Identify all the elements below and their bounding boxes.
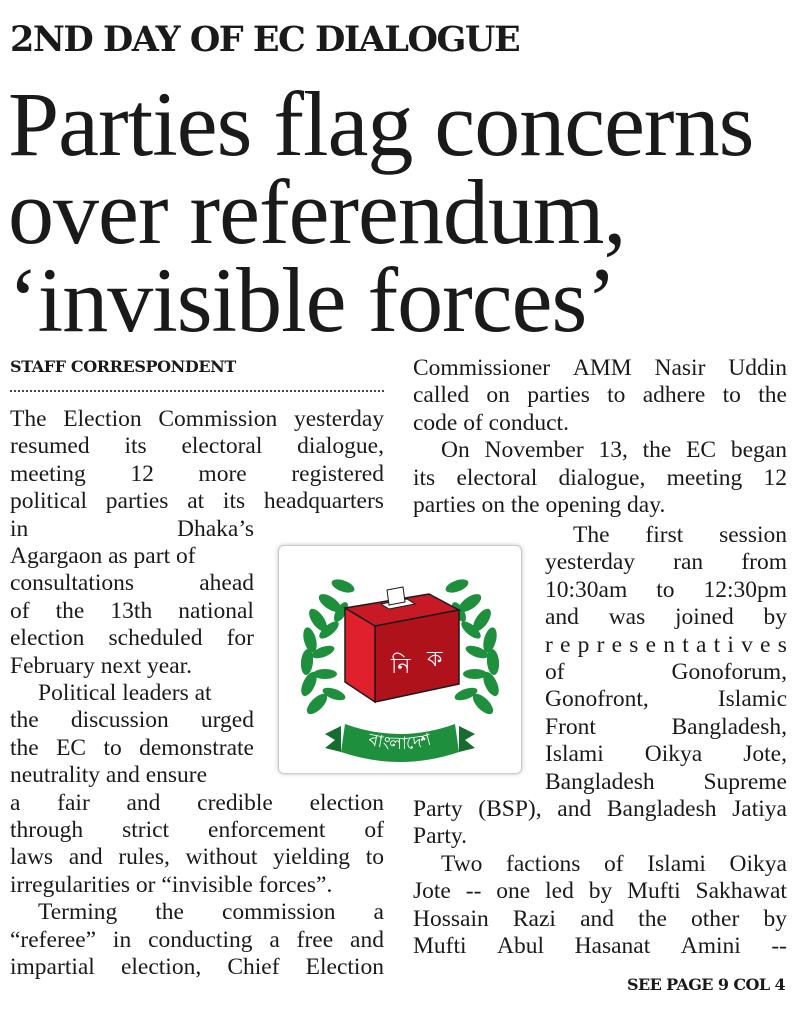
text-word: joined	[674, 604, 734, 630]
text-word: of	[604, 851, 624, 877]
text-word: from	[741, 549, 787, 575]
text-word: for	[226, 625, 254, 651]
text-word: on	[486, 382, 510, 408]
text-line: parties on the opening day.	[413, 492, 666, 518]
text-word: parties	[527, 382, 590, 408]
text-word: and	[126, 790, 161, 816]
text-word: more	[198, 461, 247, 487]
text-word: of	[10, 598, 30, 624]
col1-line	[10, 516, 254, 543]
col1-line	[10, 570, 254, 597]
col2-line	[413, 410, 787, 437]
continuation-note: SEE PAGE 9 COL 4	[627, 975, 785, 994]
text-word: and	[68, 844, 103, 870]
text-word: resumed	[10, 433, 90, 459]
col2-line	[545, 577, 787, 604]
election-commission-logo	[278, 545, 522, 774]
text-word: Party	[413, 796, 463, 822]
text-word: t	[713, 632, 721, 658]
col1-line	[10, 762, 254, 789]
text-line: irregularities or “invisible forces”.	[10, 872, 333, 898]
text-word: EC	[56, 735, 87, 761]
text-word: p	[577, 632, 590, 658]
text-line: February next year.	[10, 653, 193, 679]
text-word: discussion	[70, 707, 169, 733]
headline	[8, 73, 793, 351]
ballot-box-emblem-icon	[279, 546, 521, 773]
text-word: On	[441, 437, 470, 463]
text-word: Razi	[512, 906, 556, 932]
text-word: Mufti	[627, 878, 681, 904]
col2-line	[545, 632, 787, 659]
text-word: Front	[545, 714, 596, 740]
ballot-box-icon	[345, 587, 459, 702]
text-word: began	[730, 437, 787, 463]
text-word: e	[560, 632, 571, 658]
text-word: Chief	[227, 954, 280, 980]
headline-line-2: over referendum,	[8, 161, 626, 263]
text-word: the	[10, 707, 39, 733]
text-word: Islami	[647, 851, 706, 877]
text-word: ran	[673, 549, 704, 575]
text-word: yesterday	[545, 549, 636, 575]
headline-line-1: Parties flag concerns	[8, 73, 754, 175]
col1-line	[10, 653, 254, 680]
text-word: Election	[63, 406, 142, 432]
text-word: urged	[200, 707, 254, 733]
byline: STAFF CORRESPONDENT	[10, 357, 236, 376]
col2-line	[413, 823, 787, 850]
text-word: “referee”	[10, 927, 97, 953]
col2-line	[545, 741, 787, 768]
text-word: consultations	[10, 570, 135, 596]
text-word: impartial	[10, 954, 95, 980]
text-word: and	[580, 906, 615, 932]
text-word: Supreme	[703, 769, 787, 795]
text-word: Mufti	[413, 933, 467, 959]
text-word: The	[10, 406, 47, 432]
text-word: Islami	[545, 741, 604, 767]
col1-line	[10, 598, 254, 625]
text-word: was	[608, 604, 646, 630]
text-word: national	[178, 598, 254, 624]
text-word: yesterday	[293, 406, 384, 432]
text-word: rules,	[118, 844, 170, 870]
text-word: Sakhawat	[695, 878, 787, 904]
text-word: called	[413, 382, 470, 408]
text-word: electoral	[181, 433, 263, 459]
col2-line	[413, 355, 787, 382]
text-word: AMM	[572, 355, 632, 381]
text-word: to	[722, 382, 741, 408]
kicker: 2ND DAY OF EC DIALOGUE	[10, 19, 520, 60]
text-word: other	[691, 906, 740, 932]
text-line: Party.	[413, 823, 467, 849]
col1-line	[10, 954, 384, 981]
text-word: strict	[122, 817, 170, 843]
text-word: in	[10, 516, 29, 542]
text-word: r	[596, 632, 605, 658]
text-word: commission	[221, 899, 336, 925]
text-word: election	[10, 625, 85, 651]
col1-line	[10, 461, 384, 488]
text-word: 12	[763, 465, 787, 491]
text-line: Political leaders at	[38, 680, 212, 706]
text-word: ahead	[199, 570, 254, 596]
text-word: a	[373, 899, 384, 925]
text-word: election,	[120, 954, 202, 980]
text-word: election	[309, 790, 384, 816]
text-word: Dhaka’s	[176, 516, 254, 542]
text-word: e	[611, 632, 623, 658]
text-word: (BSP),	[478, 796, 542, 822]
col1-line	[10, 707, 254, 734]
text-word: a	[10, 790, 21, 816]
text-word: Bangladesh,	[671, 714, 787, 740]
banner-text: বাংলাদেশ	[366, 729, 434, 755]
text-word: to	[365, 844, 384, 870]
byline-dotted-rule	[10, 390, 384, 392]
text-word: in	[112, 927, 132, 953]
col2-line	[413, 492, 787, 519]
col1-line	[10, 625, 254, 652]
text-word: e	[645, 632, 657, 658]
text-word: at	[187, 488, 205, 514]
text-word: --	[771, 933, 787, 959]
text-word: demonstrate	[139, 735, 254, 761]
text-word: Oikya	[644, 741, 703, 767]
col1-line	[10, 433, 384, 460]
text-word: of	[364, 817, 384, 843]
text-word: dialogue,	[297, 433, 384, 459]
text-word: Bangladesh	[606, 796, 717, 822]
text-word: its	[222, 488, 246, 514]
text-word: electoral	[456, 465, 538, 491]
text-word: led	[545, 878, 574, 904]
col2-line	[413, 796, 787, 823]
text-word: adhere	[642, 382, 706, 408]
col2-line	[545, 549, 787, 576]
text-word: conducting	[148, 927, 253, 953]
col2-line	[545, 659, 787, 686]
text-word: yielding	[273, 844, 351, 870]
text-word: of	[545, 659, 565, 685]
col2-line	[413, 851, 787, 878]
col1-line	[10, 844, 384, 871]
col1-line	[10, 406, 384, 433]
text-word: n	[663, 632, 676, 658]
text-word: Terming	[38, 899, 118, 925]
col2-line	[545, 769, 787, 796]
col2-line	[545, 522, 787, 549]
text-word: political	[10, 488, 88, 514]
svg-text:বাংলাদেশ	[366, 730, 434, 755]
text-word: credible	[197, 790, 273, 816]
text-word: Jatiya	[732, 796, 787, 822]
text-word: parties	[105, 488, 169, 514]
text-word: Uddin	[728, 355, 787, 381]
headline-line-3: ‘invisible forces’	[8, 249, 616, 351]
text-word: headquarters	[263, 488, 384, 514]
text-word: Commissioner	[413, 355, 551, 381]
box-text-left: নি	[391, 654, 411, 679]
text-word: 13,	[598, 437, 628, 463]
text-word: r	[545, 632, 553, 658]
text-word: and	[350, 927, 384, 953]
col1-line	[10, 488, 384, 515]
text-line: neutrality and ensure	[10, 762, 208, 788]
text-word: a	[695, 632, 707, 658]
text-word: the	[10, 735, 39, 761]
text-word: by	[763, 906, 787, 932]
text-word: v	[741, 632, 753, 658]
col2-line	[413, 437, 787, 464]
text-word: The	[573, 522, 610, 548]
text-word: and	[557, 796, 592, 822]
text-word: by	[588, 878, 613, 904]
text-word: enforcement	[208, 817, 326, 843]
text-word: session	[719, 522, 787, 548]
text-word: Amini	[680, 933, 741, 959]
text-word: Two	[441, 851, 483, 877]
text-word: s	[629, 632, 639, 658]
text-word: and	[545, 604, 579, 630]
col2-line	[545, 686, 787, 713]
text-word: Gonoforum,	[671, 659, 787, 685]
col2-line	[413, 382, 787, 409]
col1-line	[10, 817, 384, 844]
banner-ribbon-icon	[325, 724, 475, 762]
col1-line	[10, 543, 254, 570]
text-word: first	[645, 522, 684, 548]
text-word: factions	[506, 851, 581, 877]
text-word: the	[638, 906, 667, 932]
text-word: fair	[57, 790, 90, 816]
text-word: through	[10, 817, 84, 843]
text-word: Bangladesh	[545, 769, 655, 795]
text-word: 10:30am	[545, 577, 628, 603]
text-word: Commission	[158, 406, 278, 432]
text-word: its	[413, 465, 436, 491]
text-word: Gonofront,	[545, 686, 649, 712]
text-word: free	[296, 927, 334, 953]
text-word: EC	[686, 437, 717, 463]
col1-line	[10, 680, 254, 707]
text-word: November	[484, 437, 584, 463]
col1-line	[10, 927, 384, 954]
text-word: e	[760, 632, 771, 658]
text-word: one	[496, 878, 531, 904]
col1-line	[10, 872, 384, 899]
col2-line	[413, 906, 787, 933]
text-word: to	[607, 382, 626, 408]
col2-line	[413, 878, 787, 905]
col2-line	[413, 465, 787, 492]
text-word: t	[682, 632, 689, 658]
text-word: dialogue,	[558, 465, 646, 491]
text-word: Islamic	[717, 686, 787, 712]
text-word: Jote	[413, 878, 451, 904]
text-word: s	[777, 632, 787, 658]
text-word: 13th	[110, 598, 153, 624]
text-word: the	[155, 899, 184, 925]
text-word: Hasanat	[574, 933, 651, 959]
text-word: a	[269, 927, 280, 953]
text-word: Hossain	[413, 906, 489, 932]
text-word: laws	[10, 844, 54, 870]
col1-line	[10, 735, 254, 762]
text-word: to	[103, 735, 122, 761]
box-text-right: ক	[427, 647, 443, 672]
text-word: Oikya	[729, 851, 787, 877]
text-line: code of conduct.	[413, 410, 569, 436]
text-word: Election	[305, 954, 384, 980]
text-word: to	[656, 577, 675, 603]
text-word: i	[727, 632, 734, 658]
text-word: without	[185, 844, 258, 870]
text-word: Jote,	[743, 741, 787, 767]
text-line: Agargaon as part of	[10, 543, 196, 569]
text-word: 12	[130, 461, 154, 487]
text-word: its	[124, 433, 147, 459]
text-word: the	[642, 437, 672, 463]
col1-line	[10, 899, 384, 926]
text-word: the	[55, 598, 85, 624]
col2-line	[545, 714, 787, 741]
text-word: Nasir	[654, 355, 706, 381]
col1-line	[10, 790, 384, 817]
text-word: scheduled	[108, 625, 203, 651]
col2-line	[413, 933, 787, 960]
text-word: --	[465, 878, 482, 904]
text-word: the	[758, 382, 787, 408]
text-word: meeting	[666, 465, 743, 491]
text-word: Abul	[497, 933, 545, 959]
text-word: meeting	[10, 461, 86, 487]
text-word: registered	[291, 461, 384, 487]
text-word: by	[763, 604, 787, 630]
col2-line	[545, 604, 787, 631]
text-word: 12:30pm	[703, 577, 787, 603]
